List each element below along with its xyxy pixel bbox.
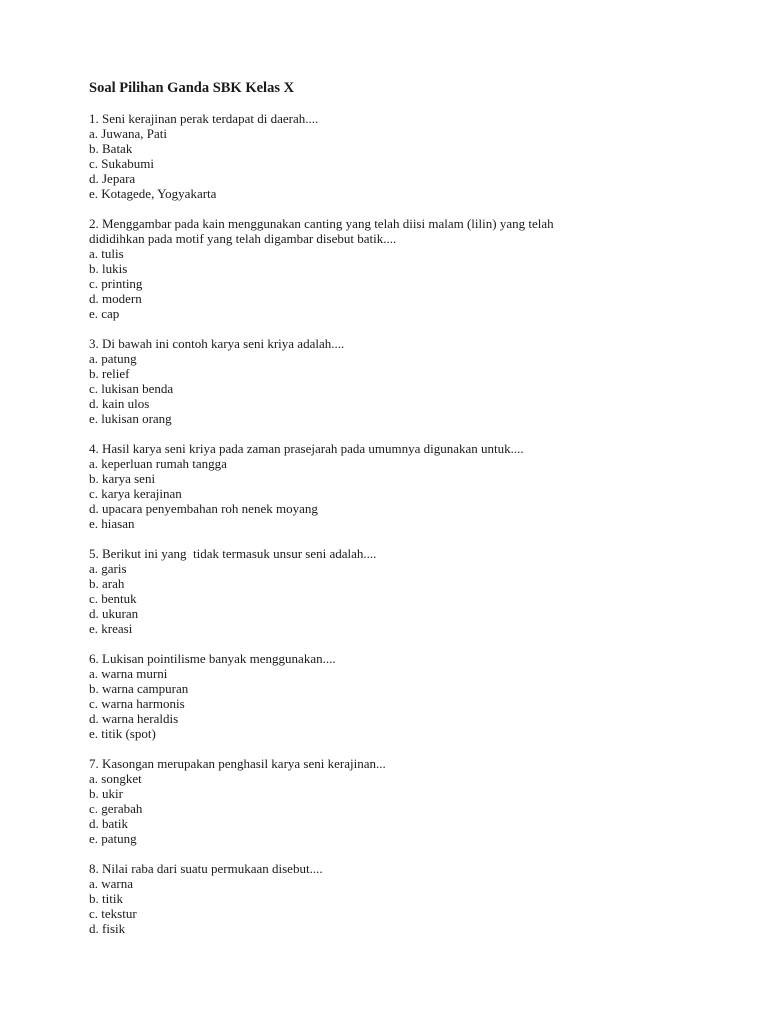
option-e: e. titik (spot) xyxy=(89,726,156,741)
option-a: a. songket xyxy=(89,771,142,786)
option-list xyxy=(89,561,729,636)
option-d: d. batik xyxy=(89,816,128,831)
document-page xyxy=(89,79,729,951)
option-list xyxy=(89,126,729,201)
option-a: a. warna murni xyxy=(89,666,168,681)
option-d: d. ukuran xyxy=(89,606,139,621)
option-e: e. kreasi xyxy=(89,621,133,636)
option-list xyxy=(89,771,729,846)
option-d: d. kain ulos xyxy=(89,396,150,411)
option-e: e. patung xyxy=(89,831,137,846)
option-c: c. printing xyxy=(89,276,143,291)
option-a: a. keperluan rumah tangga xyxy=(89,456,227,471)
option-b: b. Batak xyxy=(89,141,133,156)
option-a: a. Juwana, Pati xyxy=(89,126,167,141)
question-text: 5. Berikut ini yang tidak termasuk unsur seni adalah.... xyxy=(89,546,377,561)
option-b: b. warna campuran xyxy=(89,681,189,696)
question-text: 8. Nilai raba dari suatu permukaan disebut.... xyxy=(89,861,323,876)
question-text: 7. Kasongan merupakan penghasil karya seni kerajinan... xyxy=(89,756,386,771)
option-list xyxy=(89,876,729,936)
question-text: 1. Seni kerajinan perak terdapat di daerah.... xyxy=(89,111,319,126)
option-c: c. Sukabumi xyxy=(89,156,154,171)
question-1 xyxy=(89,111,729,201)
question-text: 6. Lukisan pointilisme banyak menggunakan.... xyxy=(89,651,336,666)
option-b: b. ukir xyxy=(89,786,123,801)
question-text: 3. Di bawah ini contoh karya seni kriya adalah.... xyxy=(89,336,345,351)
option-d: d. fisik xyxy=(89,921,126,936)
option-list xyxy=(89,456,729,531)
option-c: c. gerabah xyxy=(89,801,143,816)
option-list xyxy=(89,666,729,741)
question-4 xyxy=(89,441,729,531)
option-e: e. cap xyxy=(89,306,120,321)
question-text: 4. Hasil karya seni kriya pada zaman prasejarah pada umumnya digunakan untuk.... xyxy=(89,441,524,456)
document-title: Soal Pilihan Ganda SBK Kelas X xyxy=(89,80,295,96)
option-c: c. bentuk xyxy=(89,591,137,606)
option-e: e. lukisan orang xyxy=(89,411,172,426)
option-b: b. relief xyxy=(89,366,130,381)
option-a: a. patung xyxy=(89,351,137,366)
option-c: c. tekstur xyxy=(89,906,137,921)
question-3 xyxy=(89,336,729,426)
option-c: c. lukisan benda xyxy=(89,381,174,396)
question-6 xyxy=(89,651,729,741)
option-e: e. Kotagede, Yogyakarta xyxy=(89,186,217,201)
question-2 xyxy=(89,216,729,321)
option-d: d. upacara penyembahan roh nenek moyang xyxy=(89,501,318,516)
question-8 xyxy=(89,861,729,936)
option-b: b. lukis xyxy=(89,261,128,276)
question-5 xyxy=(89,546,729,636)
question-7 xyxy=(89,756,729,846)
option-c: c. warna harmonis xyxy=(89,696,185,711)
option-d: d. warna heraldis xyxy=(89,711,179,726)
option-a: a. warna xyxy=(89,876,134,891)
option-d: d. modern xyxy=(89,291,142,306)
option-list xyxy=(89,351,729,426)
option-d: d. Jepara xyxy=(89,171,136,186)
option-b: b. titik xyxy=(89,891,123,906)
option-e: e. hiasan xyxy=(89,516,135,531)
option-b: b. karya seni xyxy=(89,471,156,486)
option-list xyxy=(89,246,729,321)
option-a: a. tulis xyxy=(89,246,124,261)
option-c: c. karya kerajinan xyxy=(89,486,182,501)
question-text: 2. Menggambar pada kain menggunakan canting yang telah diisi malam (lilin) yang telah dididihkan pada motif yang telah digambar disebut batik.... xyxy=(89,216,554,246)
option-b: b. arah xyxy=(89,576,125,591)
option-a: a. garis xyxy=(89,561,127,576)
